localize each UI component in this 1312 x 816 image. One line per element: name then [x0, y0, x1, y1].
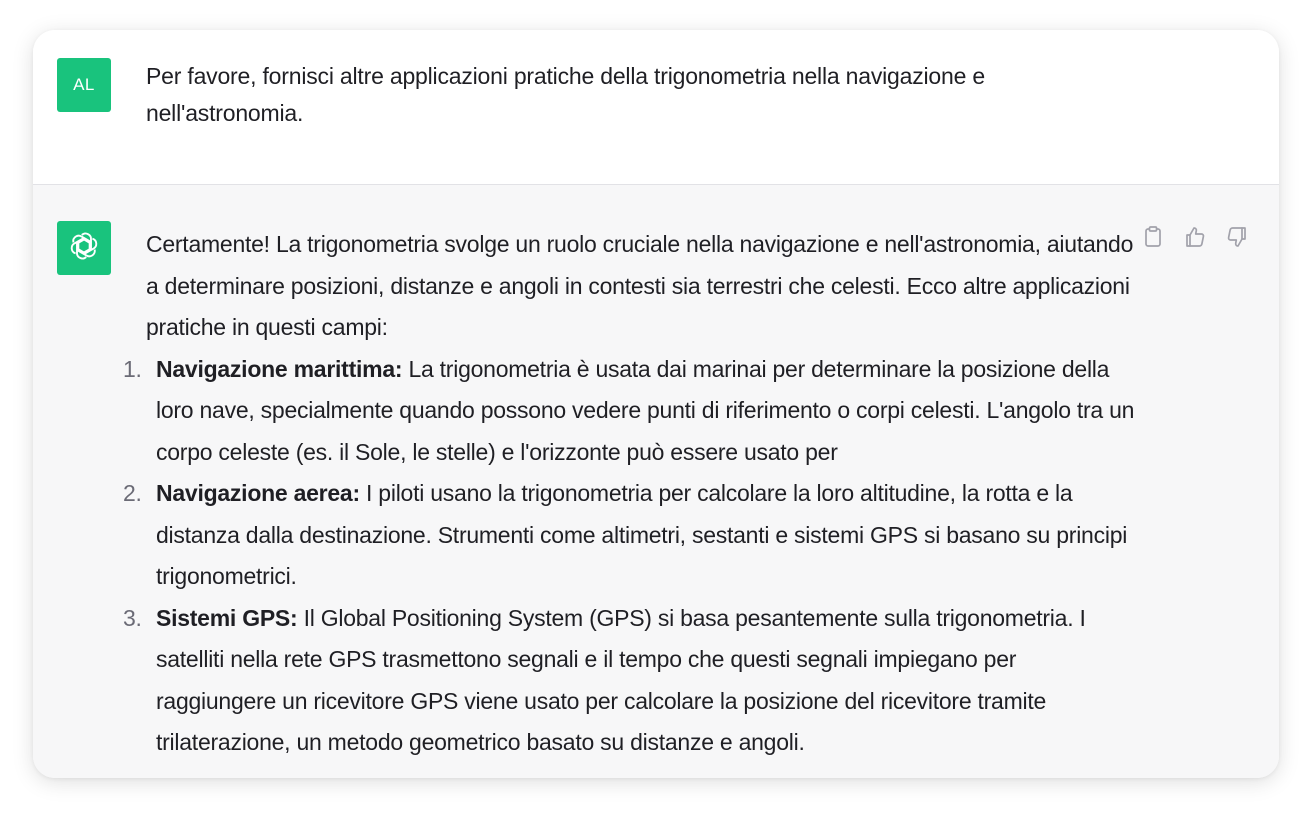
list-item — [123, 473, 1136, 598]
user-message-text: Per favore, fornisci altre applicazioni pratiche della trigonometria nella navigazione e nell'astronomia. — [146, 63, 985, 126]
copy-button[interactable] — [1141, 227, 1165, 251]
message-actions — [1141, 227, 1249, 251]
user-avatar — [57, 58, 111, 112]
assistant-list — [123, 349, 1136, 764]
user-message-row — [33, 30, 1279, 185]
list-item-text: I piloti usano la trigonometria per calcolare la loro altitudine, la rotta e la distanza dalla destinazione. Strumenti come altimetri, sestanti e sistemi GPS si basano su principi trigonometrici. — [156, 480, 1128, 589]
list-item-number: 3. — [123, 604, 142, 631]
assistant-message-row — [33, 185, 1279, 778]
assistant-message-text — [123, 224, 1136, 764]
list-item-text: Il Global Positioning System (GPS) si basa pesantemente sulla trigonometria. I satelliti nella rete GPS trasmettono segnali e il tempo che questi segnali impiegano per raggiungere un ricevitore GPS viene usato per calcolare la posizione del ricevitore tramite trilaterazione, un metodo geometrico basato su distanze e angoli. — [156, 604, 1086, 755]
user-avatar-initials: AL — [73, 75, 95, 94]
assistant-intro: Certamente! La trigonometria svolge un ruolo cruciale nella navigazione e nell'astronomia, aiutando a determinare posizioni, distanze e angoli in contesti sia terrestri che celesti. Ecco altre applicazioni pratiche in questi campi: — [146, 231, 1134, 340]
list-item-number: 2. — [123, 480, 142, 506]
like-button[interactable] — [1183, 227, 1207, 251]
assistant-avatar — [57, 221, 111, 275]
list-item — [123, 349, 1136, 474]
thumbs-down-icon — [1225, 225, 1249, 254]
list-item-title: Navigazione aerea: — [156, 480, 360, 506]
list-item-number: 1. — [123, 355, 142, 382]
clipboard-icon — [1142, 225, 1164, 254]
thumbs-up-icon — [1183, 225, 1207, 254]
chat-window — [33, 30, 1279, 778]
list-item-title: Navigazione marittima: — [156, 355, 403, 382]
openai-logo-icon — [69, 231, 99, 266]
list-item — [123, 598, 1136, 764]
list-item-text: La trigonometria è usata dai marinai per determinare la posizione della loro nave, specialmente quando possono vedere punti di riferimento o corpi celesti. L'angolo tra un corpo celeste (es. il Sole, le stelle) e l'orizzonte può essere usato per — [156, 355, 1135, 465]
dislike-button[interactable] — [1225, 227, 1249, 251]
list-item-title: Sistemi GPS: — [156, 604, 298, 631]
